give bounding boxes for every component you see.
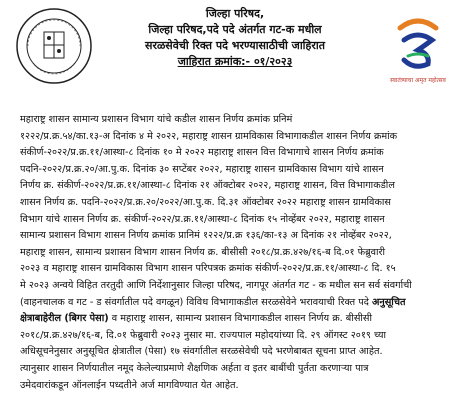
- body-line: विभाग यांचे शासन निर्णय क्र. संकीर्ण-२०२२/प्र.क्र.११/आस्था-८ दिनांक १५ नोव्हेंबर २०२२, महाराष्ट्र शासन: [20, 213, 385, 225]
- body-line: उमेदवारांकडून ऑनलाईन पध्दतीने अर्ज मागविण्यात येत आहेत.: [20, 379, 239, 391]
- body-line: महाराष्ट्र शासन, सामान्य प्रशासन विभाग शासन निर्णय क्र. बीसीसी २०१८/प्र.क्र.४२७/१६-ब दि.०१ फेब्रुवारी: [20, 246, 385, 258]
- body-line: निर्णय क्र. संकीर्ण-२०२२/प्र.क्र.११/आस्था-८ दिनांक २१ ऑक्टोबर २०२२, महाराष्ट्र शासन, वित्त विभागाकडील: [20, 180, 395, 192]
- body-line: [20, 311, 460, 328]
- bold-phrase: क्षेत्राबाहेरील (बिगर पेसा): [20, 313, 109, 325]
- body-line: पदनि-२०२२/प्र.क्र.२०/आ.पु.क. दिनांक ३० सप्टेंबर २०२२, महाराष्ट्र शासन ग्रामविकास विभाग यांचे शासन: [20, 163, 384, 175]
- bold-phrase: अनुसूचित: [371, 296, 406, 308]
- body-line: संकीर्ण-२०२२/प्र.क्र.११/आस्था-८ दिनांक १० मे २०२२ महाराष्ट्र शासन वित्त विभागाचे शासन निर्णय क्रमांक: [20, 147, 384, 159]
- notice-title-block: [110, 6, 360, 70]
- title-line-1: जिल्हा परिषद,: [205, 7, 265, 20]
- body-text-span: (वाहनचालक व गट - ड संवर्गातील पदे वगळून) विविध विभागाकडील सरळसेवेने भरावयाची रिक्त पदे: [20, 296, 372, 308]
- body-line: शासन निर्णय क्र. पदनि-२०२२/प्र.क्र.२०/२०२२/आ.पु.क. दि.३१ ऑक्टोबर २०२२ महाराष्ट्र शासन ग्रामविकास: [20, 196, 391, 208]
- body-line: अधिसूचनेनुसार अनुसूचित क्षेत्रातील (पेसा) १७ संवर्गातील सरळसेवेची पदे भरणेबाबत सूचना प्राप्त आहेत.: [20, 346, 383, 358]
- body-line: १२२२/प्र.क्र.५४/का.१३-अ दिनांक ४ मे २०२२, महाराष्ट्र शासन ग्रामविकास विभागाकडील शासन निर्णय क्रमांक: [20, 130, 398, 142]
- body-line: त्यानुसार शासन निर्णयातील नमूद केलेल्याप्रमाणे शैक्षणिक अर्हता व इतर बाबींची पुर्तता करणाऱ्या पात्र: [20, 362, 369, 374]
- advertisement-number: जाहिरात क्रमांक:- ०१/२०२३: [177, 55, 293, 68]
- body-text-span: व महाराष्ट्र शासन, सामान्य प्रशासन विभागाकडील शासन निर्णय क्र. बीसीसी: [108, 313, 372, 325]
- title-line-2: जिल्हा परिषद,पदे पदे अंतर्गत गट-क मधील: [148, 23, 322, 36]
- header: [0, 0, 474, 92]
- azadi-ka-amrit-mahotsav-logo-icon: [378, 6, 458, 86]
- body-line: २०१८/प्र.क्र.४२७/१६-ब, दि.०१ फेब्रुवारी २०२३ नुसार मा. राज्यपाल महोदयांच्या दि. २९ ऑगस्ट २०१९ च्या: [20, 329, 386, 341]
- notice-body: [20, 112, 460, 394]
- body-line: मे २०२३ अन्वये विहित तरतुदी आणि निर्देशानुसार जिल्हा परिषद, नागपूर अंतर्गत गट - क मधील सन सर्व संवर्गाची: [20, 279, 412, 291]
- zilla-parishad-emblem-icon: [14, 6, 94, 86]
- body-line: सामान्य प्रशासन विभाग शासन निर्णय क्रमांक प्रानिमं १२२२/प्र.क्र १३६/का-१३ अ दिनांक २१ नोव्हेंबर २०२२,: [20, 230, 392, 242]
- body-line: महाराष्ट्र शासन सामान्य प्रशासन विभाग यांचे कडील शासन निर्णय क्रमांक प्रनिमं: [20, 114, 293, 125]
- body-line: २०२३ व महाराष्ट्र शासन ग्रामविकास विभाग शासन परिपत्रक क्रमांक संकीर्ण-२०२२/प्र.क्र.११/आस्था-८ दि. १५: [20, 263, 396, 275]
- logo-tagline: स्वातंत्र्याचा अमृत महोत्सव: [390, 77, 446, 84]
- title-line-3: सरळसेवेची रिक्त पदे भरण्यासाठीची जाहिरात: [145, 39, 325, 52]
- body-line: [20, 295, 460, 312]
